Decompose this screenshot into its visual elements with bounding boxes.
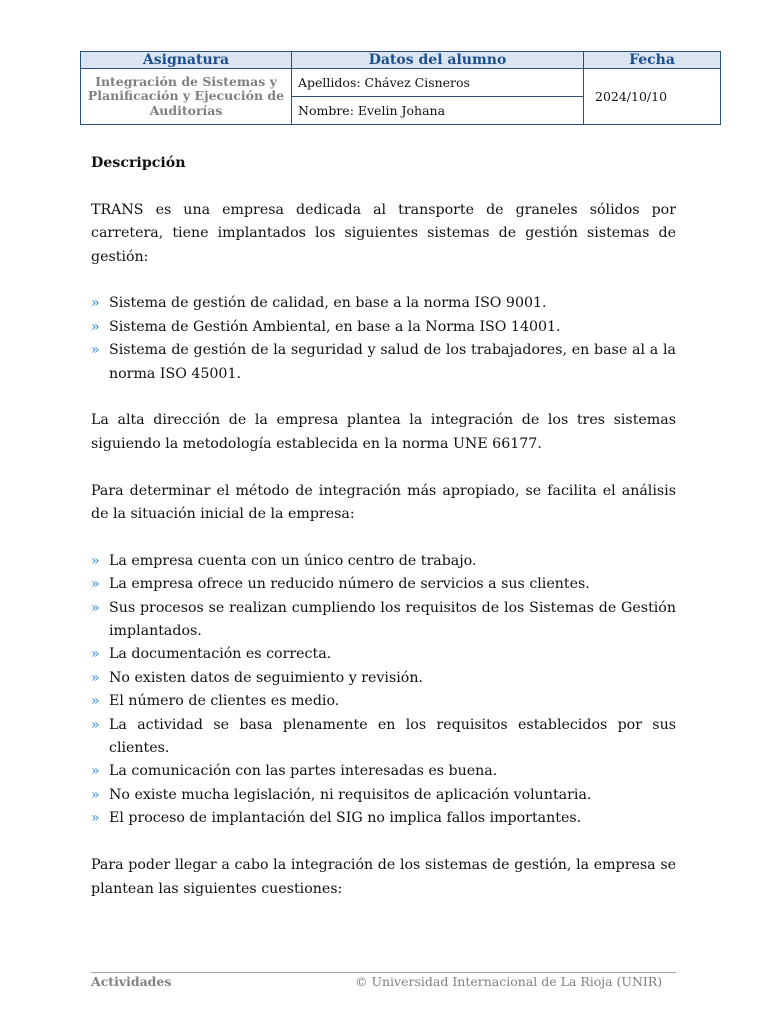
bullet-icon: » (91, 295, 100, 312)
bullet-icon: » (91, 552, 100, 569)
student-name: Nombre: Evelin Johana (292, 97, 584, 125)
footer-copyright: © Universidad Internacional de La Rioja (UNIR) (355, 974, 663, 989)
bullet-icon: » (91, 576, 100, 593)
list-item-text: No existe mucha legislación, ni requisitos de aplicación voluntaria. (109, 786, 592, 803)
bullet-icon: » (91, 786, 100, 803)
list-item-text: La actividad se basa plenamente en los requisitos establecidos por sus clientes. (109, 716, 676, 757)
list-item (91, 760, 676, 783)
list-item (91, 784, 676, 807)
list-item (91, 573, 676, 596)
bullet-icon: » (91, 318, 100, 335)
initial-situation-list (91, 550, 676, 831)
bullet-icon: » (91, 693, 100, 710)
bullet-icon: » (91, 716, 100, 733)
list-item (91, 690, 676, 713)
bullet-icon: » (91, 669, 100, 686)
list-item (91, 597, 676, 644)
list-item-text: La empresa ofrece un reducido número de servicios a sus clientes. (109, 576, 590, 593)
section-title: Descripción (91, 155, 186, 171)
footer-divider (91, 972, 676, 973)
bullet-icon: » (91, 763, 100, 780)
paragraph-questions: Para poder llegar a cabo la integración de los sistemas de gestión, la empresa se plantean las siguientes cuestiones: (91, 857, 676, 897)
paragraph-analysis: Para determinar el método de integración más apropiado, se facilita el análisis de la situación inicial de la empresa: (91, 482, 676, 523)
bullet-icon: » (91, 646, 100, 663)
list-item (91, 714, 676, 761)
header-table (80, 51, 721, 125)
management-systems-list (91, 292, 676, 386)
footer-section-label: Actividades (91, 974, 172, 989)
list-item (91, 807, 676, 830)
list-item-text: La empresa cuenta con un único centro de trabajo. (109, 552, 477, 569)
bullet-icon: » (91, 342, 100, 359)
list-item-text: El número de clientes es medio. (109, 693, 340, 710)
list-item (91, 292, 676, 315)
list-item-text: La comunicación con las partes interesadas es buena. (109, 763, 498, 780)
list-item-text: No existen datos de seguimiento y revisión. (109, 669, 423, 686)
paragraph-integration: La alta dirección de la empresa plantea la integración de los tres sistemas siguiendo la metodología establecida en la norma UNE 66177. (91, 412, 676, 452)
student-surname: Apellidos: Chávez Cisneros (292, 69, 584, 97)
list-item-text: Sistema de Gestión Ambiental, en base a la Norma ISO 14001. (109, 318, 561, 335)
list-item (91, 339, 676, 386)
header-subject-label: Asignatura (81, 52, 292, 69)
list-item-text: Sus procesos se realizan cumpliendo los requisitos de los Sistemas de Gestión implantados. (109, 599, 676, 640)
list-item-text: Sistema de gestión de calidad, en base a la norma ISO 9001. (109, 295, 547, 312)
list-item (91, 643, 676, 666)
bullet-icon: » (91, 599, 100, 616)
list-item (91, 316, 676, 339)
list-item (91, 550, 676, 573)
document-date: 2024/10/10 (584, 69, 721, 125)
header-student-label: Datos del alumno (292, 52, 584, 69)
subject-name: Integración de Sistemas y Planificación y Ejecución de Auditorías (81, 69, 292, 125)
bullet-icon: » (91, 810, 100, 827)
list-item-text: El proceso de implantación del SIG no implica fallos importantes. (109, 810, 582, 827)
list-item-text: La documentación es correcta. (109, 646, 332, 663)
document-body (91, 152, 676, 924)
list-item (91, 667, 676, 690)
header-date-label: Fecha (584, 52, 721, 69)
paragraph-intro: TRANS es una empresa dedicada al transporte de graneles sólidos por carretera, tiene implantados los siguientes sistemas de gestión sistemas de gestión: (91, 201, 676, 265)
list-item-text: Sistema de gestión de la seguridad y salud de los trabajadores, en base al a la norma ISO 45001. (109, 342, 676, 382)
